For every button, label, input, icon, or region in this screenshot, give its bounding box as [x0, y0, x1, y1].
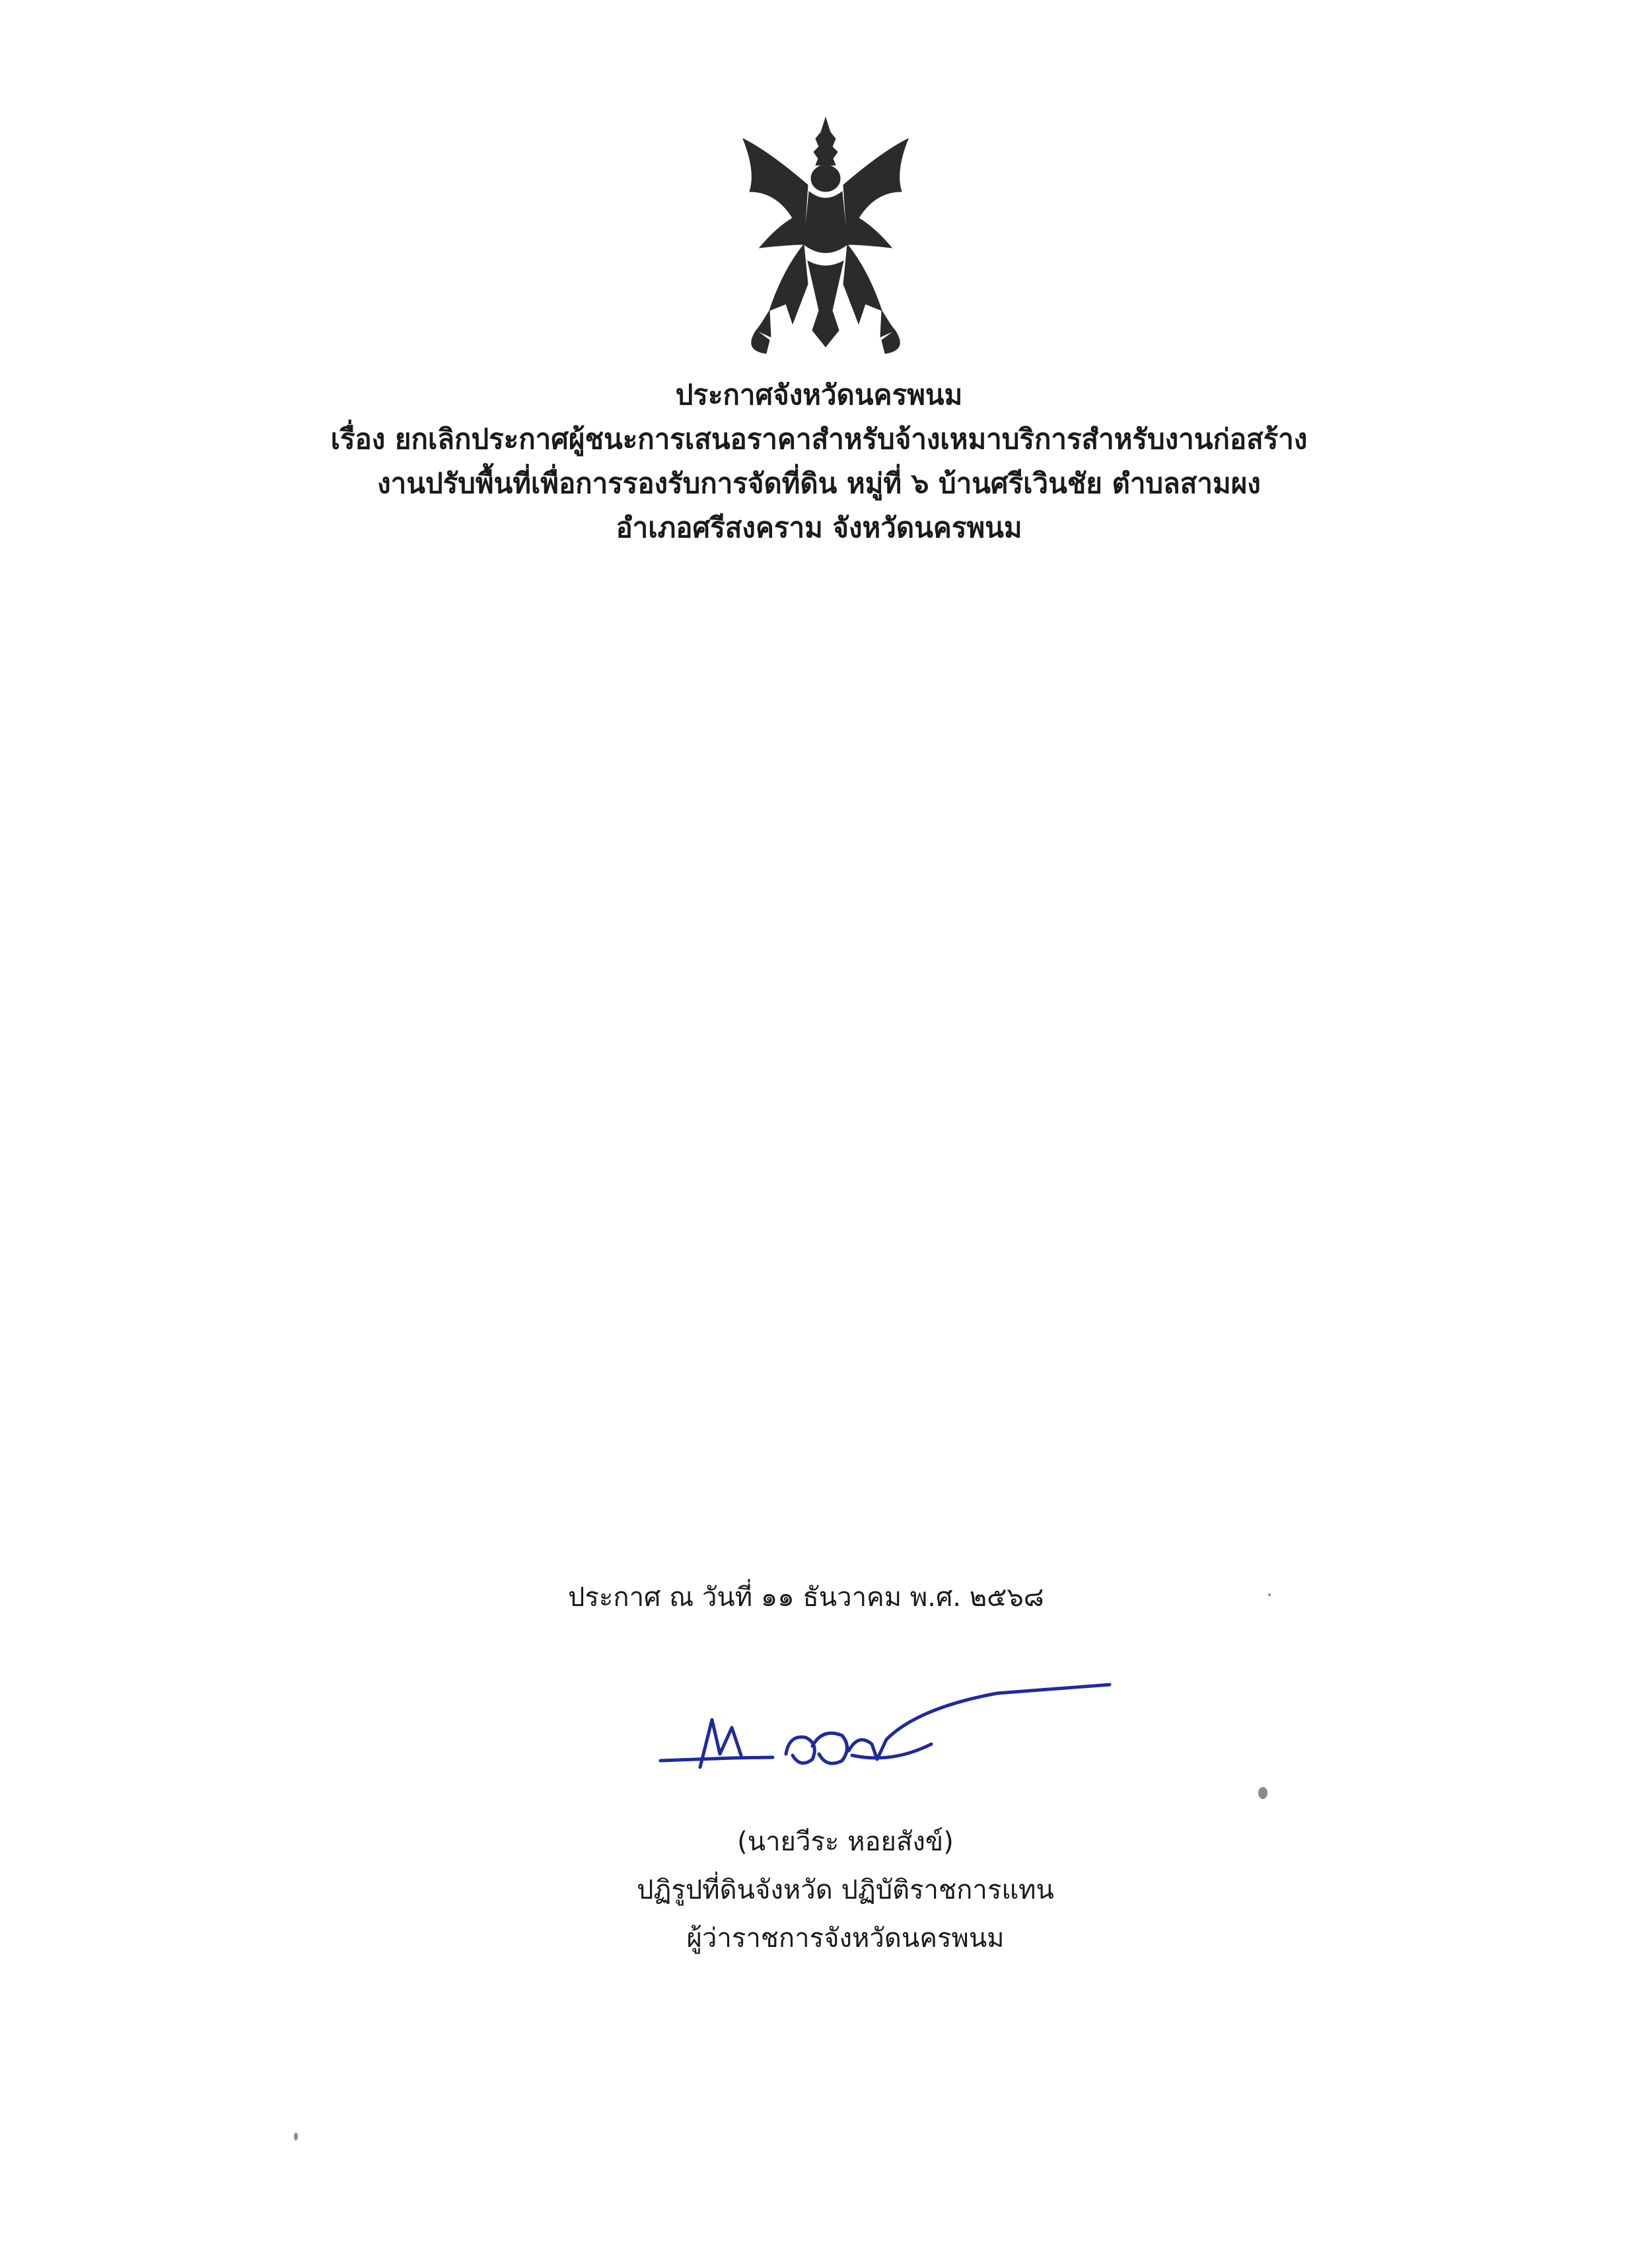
subject-line-1: เรื่อง ยกเลิกประกาศผู้ชนะการเสนอราคาสำหรับจ้างเหมาบริการสำหรับงานก่อสร้าง [330, 423, 1308, 455]
subject-line-3: อำเภอศรีสงคราม จังหวัดนครพนม [616, 511, 1022, 544]
signer-authority: ผู้ว่าราชการจังหวัดนครพนม [686, 1923, 1005, 1954]
garuda-emblem-icon [730, 112, 921, 373]
handwritten-signature [654, 1681, 1116, 1794]
body-paragraph-2 [215, 1034, 1450, 1082]
signer-name: (นายวีระ หอยสังข์) [737, 1827, 954, 1857]
scan-speck [1258, 1787, 1267, 1799]
document-title: ประกาศจังหวัดนครพนม [675, 379, 963, 411]
signer-title: ปฏิรูปที่ดินจังหวัด ปฏิบัติราชการแทน [637, 1875, 1054, 1905]
scan-speck [294, 2133, 298, 2140]
announcement-date: ประกาศ ณ วันที่ ๑๑ ธันวาคม พ.ศ. ๒๕๖๘ [568, 1582, 1044, 1613]
body-paragraph-1 [215, 604, 1450, 653]
body-paragraph-3 [215, 1361, 1450, 1409]
subject-line-2: งานปรับพื้นที่เพื่อการรองรับการจัดที่ดิน หมู่ที่ ๖ บ้านศรีเวินชัย ตำบลสามผง [377, 467, 1261, 499]
scan-speck [1268, 1593, 1271, 1596]
